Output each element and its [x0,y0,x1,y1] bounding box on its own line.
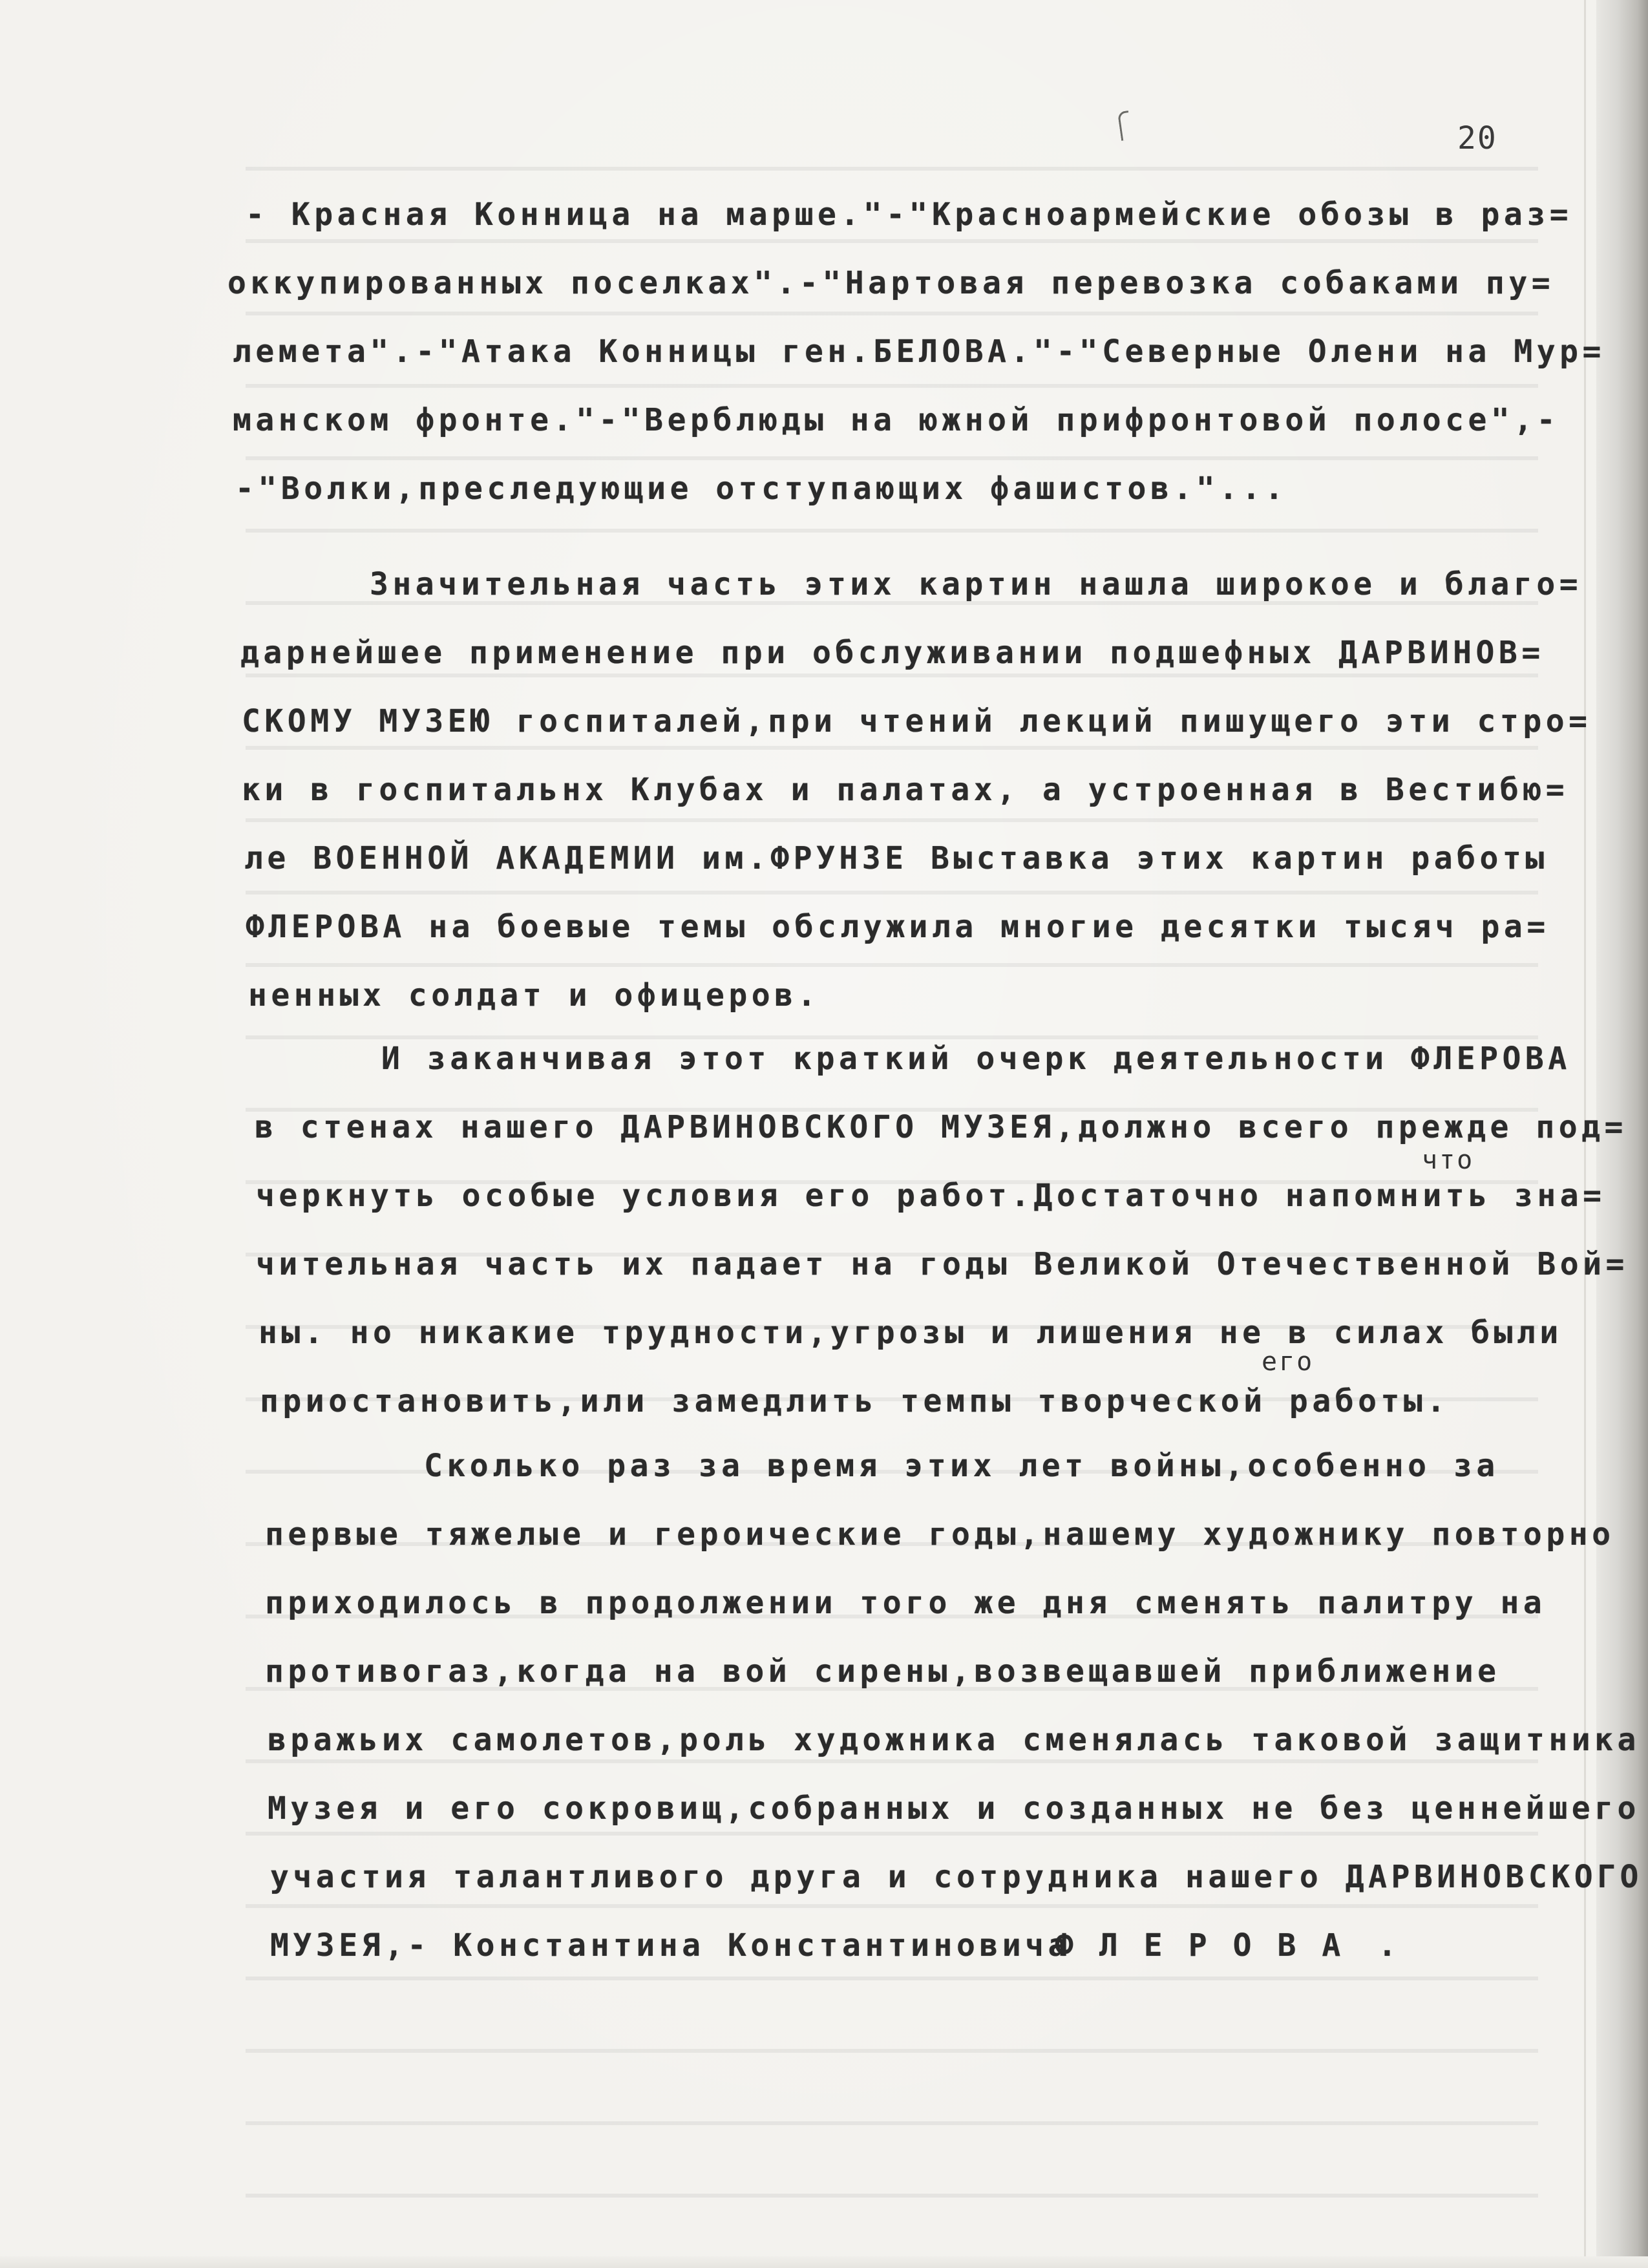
text-line: лемета".-"Атака Конницы ген.БЕЛОВА."-"Северные Олени на Мур= [233,334,1605,370]
text-line: приходилось в продолжении того же дня сменять палитру на [265,1585,1547,1621]
page-bottom-edge [0,2256,1648,2268]
text-line: приостановить,или замедлить темпы творческой работы. [260,1383,1450,1419]
text-line: СКОМУ МУЗЕЮ госпиталей,при чтений лекций пишущего эти стро= [242,703,1592,739]
handwritten-insert-chto: что [1422,1145,1475,1175]
text-line: ненных солдат и офицеров. [248,977,820,1013]
text-line: -"Волки,преследующие отступающих фашистов."... [235,471,1288,507]
page-number: 20 [1457,120,1497,156]
text-line: оккупированных поселках".-"Нартовая перевозка собаками пу= [227,265,1555,301]
text-line: МУЗЕЯ,- Константина Константиновича [270,1927,1071,1964]
text-line: в стенах нашего ДАРВИНОВСКОГО МУЗЕЯ,должно всего прежде под= [255,1109,1627,1145]
text-line: черкнуть особые условия его работ.Достаточно напомнить зна= [256,1178,1606,1214]
text-line: ле ВОЕННОЙ АКАДЕМИИ им.ФРУНЗЕ Выставка этих картин работы [244,840,1548,876]
text-line: - Красная Конница на марше."-"Красноармейские обозы в раз= [246,196,1573,233]
text-line: ны. но никакие трудности,угрозы и лишения не в силах были [259,1315,1563,1351]
text-line: манском фронте."-"Верблюды на южной прифронтовой полосе",- [233,402,1560,438]
text-line: чительная часть их падает на годы Великой Отечественной Вой= [256,1246,1629,1282]
text-line: вражьих самолетов,роль художника сменялась таковой защитника [268,1722,1640,1758]
text-line: ки в госпитальнх Клубах и палатах, а устроенная в Вестибю= [242,772,1569,808]
handwritten-insert-ego: его [1262,1347,1315,1377]
text-line: участия талантливого друга и сотрудника нашего ДАРВИНОВСКОГО [270,1859,1643,1895]
surname-spaced: ФЛЕРОВА [1055,1927,1367,1964]
text-line: Сколько раз за время этих лет войны,особенно за [424,1448,1499,1484]
text-line: противогаз,когда на вой сирены,возвещавшей приближение [265,1653,1501,1690]
final-period: . [1378,1927,1401,1964]
text-line: ФЛЕРОВА на боевые темы обслужила многие десятки тысяч ра= [246,909,1550,945]
text-line: Значительная часть этих картин нашла широкое и благо= [370,566,1583,602]
text-line: первые тяжелые и героические годы,нашему художнику повторно [265,1516,1615,1553]
text-line: дарнейшее применение при обслуживании подшефных ДАРВИНОВ= [240,635,1545,671]
text-line: И заканчивая этот краткий очерк деятельности ФЛЕРОВА [381,1041,1571,1077]
text-line: Музея и его сокровищ,собранных и созданных не без ценнейшего [268,1790,1640,1827]
